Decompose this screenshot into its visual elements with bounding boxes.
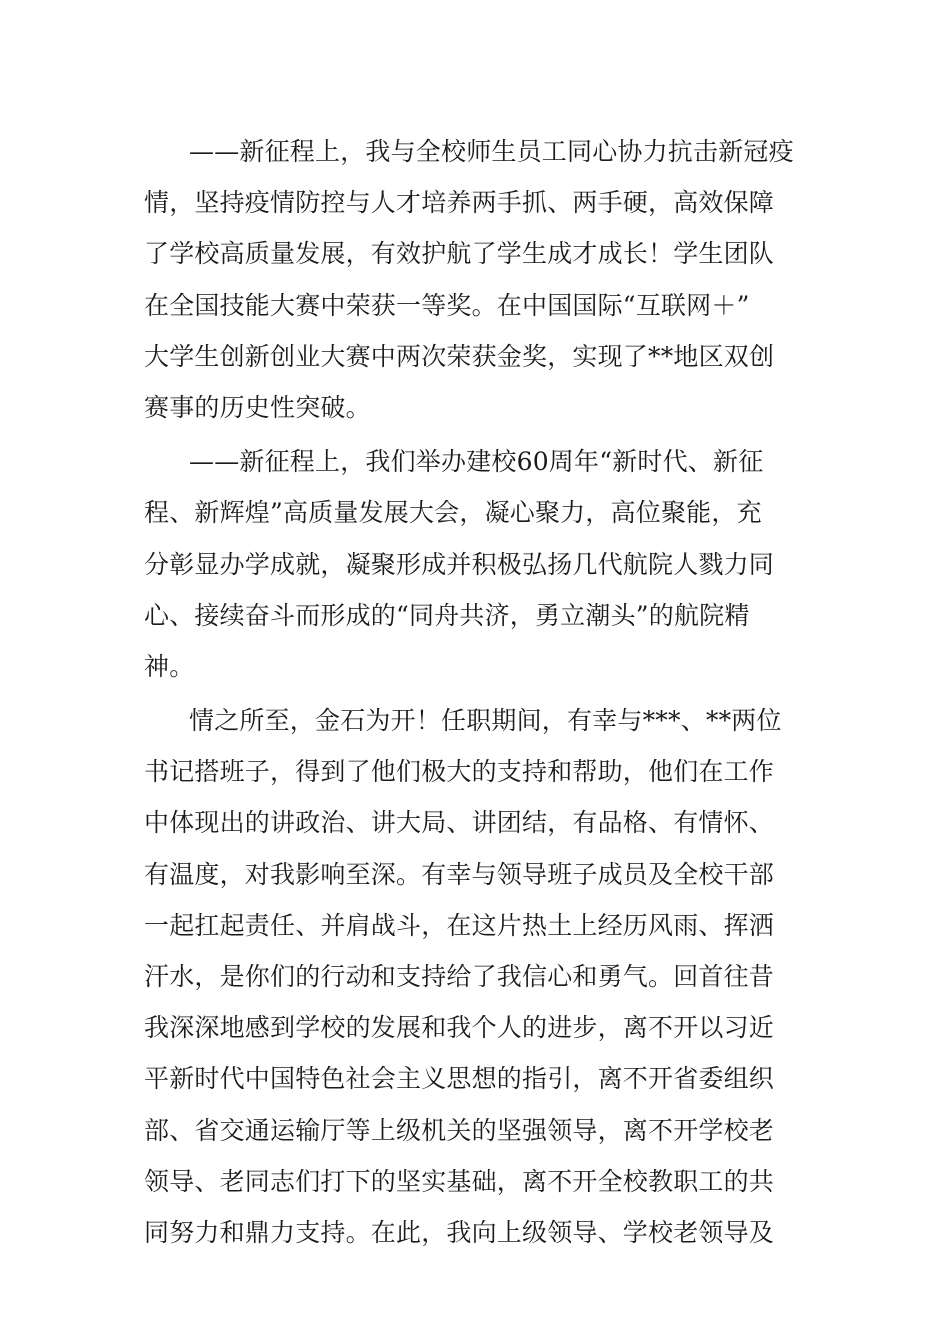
text-line: 同努力和鼎力支持。在此，我向上级领导、学校老领导及: [144, 1217, 775, 1247]
text-line: 部、省交通运输厅等上级机关的坚强领导，离不开学校老: [144, 1115, 775, 1145]
text-line: 心、接续奋斗而形成的“同舟共济，勇立潮头”的航院精: [144, 600, 750, 630]
text-line: 中体现出的讲政治、讲大局、讲团结，有品格、有情怀、: [144, 808, 775, 838]
text-line: 了学校高质量发展，有效护航了学生成才成长！学生团队: [144, 239, 775, 269]
paragraph-pandemic: [144, 126, 808, 433]
text-line: 汗水，是你们的行动和支持给了我信心和勇气。回首往昔: [144, 962, 775, 991]
document-body: [144, 126, 808, 1258]
text-line: 平新时代中国特色社会主义思想的指引，离不开省委组织: [144, 1064, 775, 1094]
text-line: 在全国技能大赛中荣获一等奖。在中国国际“互联网＋”: [144, 290, 750, 320]
text-line: 情，坚持疫情防控与人才培养两手抓、两手硬，高效保障: [144, 188, 775, 218]
text-line: 神。: [144, 651, 195, 681]
text-line: 一起扛起责任、并肩战斗，在这片热土上经历风雨、挥洒: [144, 910, 775, 940]
text-line: 程、新辉煌”高质量发展大会，凝心聚力，高位聚能，充: [144, 498, 762, 528]
paragraph-gratitude: [144, 695, 808, 1258]
text-line: 赛事的历史性突破。: [144, 392, 371, 422]
paragraph-anniversary: [144, 436, 808, 692]
text-line: 大学生创新创业大赛中两次荣获金奖，实现了**地区双创: [144, 341, 775, 371]
text-line: 我深深地感到学校的发展和我个人的进步，离不开以习近: [144, 1013, 775, 1043]
text-line: ——新征程上，我们举办建校60周年“新时代、新征: [189, 447, 764, 477]
text-line: 分彰显办学成就，凝聚形成并积极弘扬几代航院人戮力同: [144, 549, 775, 579]
text-line: 领导、老同志们打下的坚实基础，离不开全校教职工的共: [144, 1166, 775, 1196]
text-line: 有温度，对我影响至深。有幸与领导班子成员及全校干部: [144, 859, 775, 889]
text-line: 书记搭班子，得到了他们极大的支持和帮助，他们在工作: [144, 757, 775, 787]
text-line: 情之所至，金石为开！任职期间，有幸与***、**两位: [189, 706, 782, 736]
text-line: ——新征程上，我与全校师生员工同心协力抗击新冠疫: [189, 137, 794, 166]
